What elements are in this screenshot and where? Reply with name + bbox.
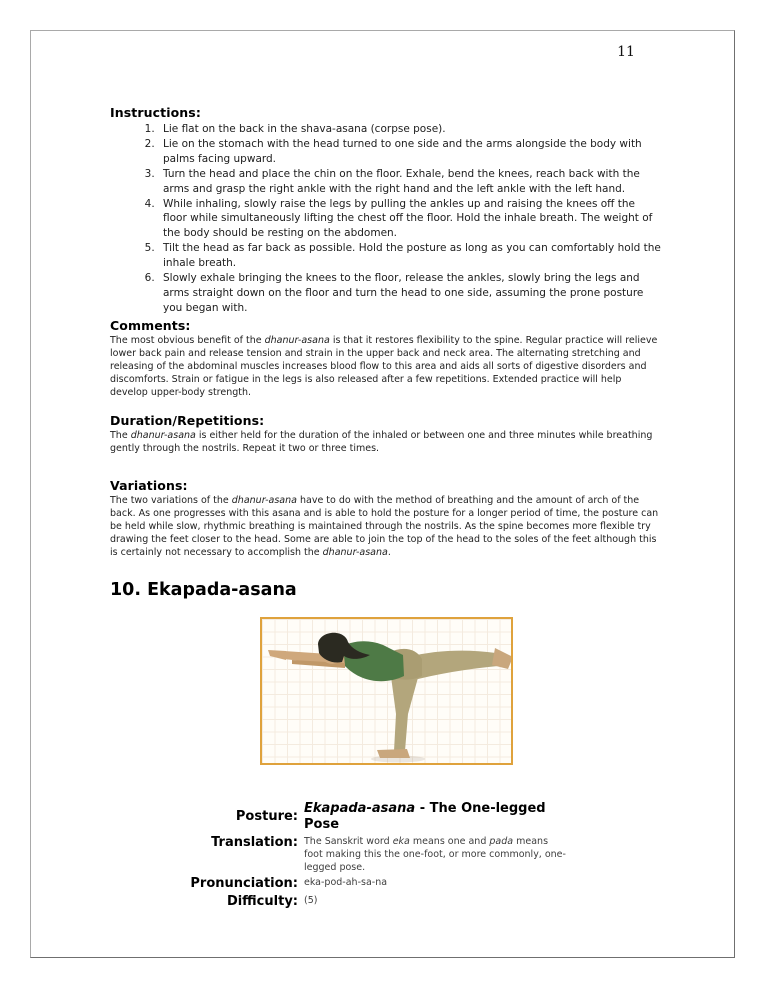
text-segment: means one and: [409, 835, 490, 847]
text-segment: have to do with the method of breathing and the amount of arch of the back. As one progresses with this asana and is able to hold the posture for a longer period of time, the posture can be held while slow, rhythmic breathing is maintained through the nostrils. As the spine becomes more flexible try drawing the feet closer to the head. Some are able to join the top of the head to the soles of the feet although this is certainly not necessary to accomplish the: [110, 494, 659, 558]
text-segment: The most obvious benefit of the: [110, 334, 265, 346]
text-segment: means foot making this the one-foot, or more commonly, one-legged pose.: [304, 835, 566, 873]
pose-photo: [260, 617, 513, 765]
text-segment: - The One-legged Pose: [304, 800, 546, 832]
pose-figure-illustration: [262, 619, 511, 763]
variations-paragraph: [110, 494, 662, 559]
instruction-item: 1. Lie flat on the back in the shava-asana (corpse pose).: [158, 122, 662, 137]
posture-label: Posture:: [235, 808, 298, 824]
translation-label: Translation:: [211, 834, 298, 850]
hands: [268, 650, 286, 660]
variations-heading: Variations:: [110, 477, 188, 493]
text-segment: dhanur-asana: [322, 546, 388, 558]
translation-value: [304, 835, 566, 874]
instruction-item: 5. Tilt the head as far back as possible. Hold the posture as long as you can comfortably hold the inhale breath.: [158, 241, 662, 271]
standing-foot: [377, 749, 410, 758]
page-frame: [30, 30, 735, 958]
instruction-item: 6. Slowly exhale bringing the knees to the floor, release the ankles, slowly bring the legs and arms straight down on the floor and turn the head to one side, assuming the prone posture you began with.: [158, 271, 662, 316]
text-segment: is that it restores flexibility to the spine. Regular practice will relieve lower back pain and release tension and strain in the upper back and neck area. The alternating stretching and releasing of the abdominal muscles increases blood flow to this area and aids all sorts of digestive disorders and discomforts. Strain or fatigue in the legs is also released after a few repetitions. Extended practice will help develop upper-body strength.: [110, 334, 658, 398]
instruction-item: 3. Turn the head and place the chin on the floor. Exhale, bend the knees, reach back with the arms and grasp the right ankle with the right hand and the left ankle with the left hand.: [158, 167, 662, 197]
pronunciation-label: Pronunciation:: [190, 875, 298, 891]
pronunciation-value: eka-pod-ah-sa-na: [304, 876, 388, 888]
comments-heading: Comments:: [110, 317, 191, 333]
text-segment: The Sanskrit word: [304, 835, 393, 847]
instruction-item: 2. Lie on the stomach with the head turned to one side and the arms alongside the body with palms facing upward.: [158, 137, 662, 167]
pose-section-heading: 10. Ekapada-asana: [110, 579, 297, 600]
text-segment: .: [387, 546, 391, 558]
text-segment: eka: [392, 835, 410, 847]
text-segment: The two variations of the: [110, 494, 232, 506]
pose-details: [110, 801, 662, 910]
difficulty-value: (5): [304, 894, 318, 906]
text-segment: dhanur-asana: [231, 494, 297, 506]
instruction-item: 4. While inhaling, slowly raise the legs by pulling the ankles up and raising the knees off the floor while simultaneously lifting the chest off the floor. Hold the inhale breath. The weight of the body should be resting on the abdomen.: [158, 197, 662, 242]
posture-value: [304, 801, 566, 833]
text-segment: The: [110, 429, 131, 441]
page-content: [110, 105, 662, 910]
text-segment: dhanur-asana: [130, 429, 196, 441]
instructions-list: [110, 122, 662, 316]
text-segment: pada: [489, 835, 514, 847]
text-segment: Ekapada-asana: [304, 800, 416, 816]
difficulty-label: Difficulty:: [226, 893, 298, 909]
standing-leg: [390, 669, 419, 751]
text-segment: dhanur-asana: [264, 334, 330, 346]
instructions-heading: Instructions:: [110, 105, 201, 120]
duration-paragraph: [110, 429, 662, 455]
text-segment: is either held for the duration of the inhaled or between one and three minutes while breathing gently through the nostrils. Repeat it two or three times.: [110, 429, 653, 454]
duration-heading: Duration/Repetitions:: [110, 412, 265, 428]
comments-paragraph: [110, 334, 662, 399]
page-number: 11: [617, 44, 635, 60]
